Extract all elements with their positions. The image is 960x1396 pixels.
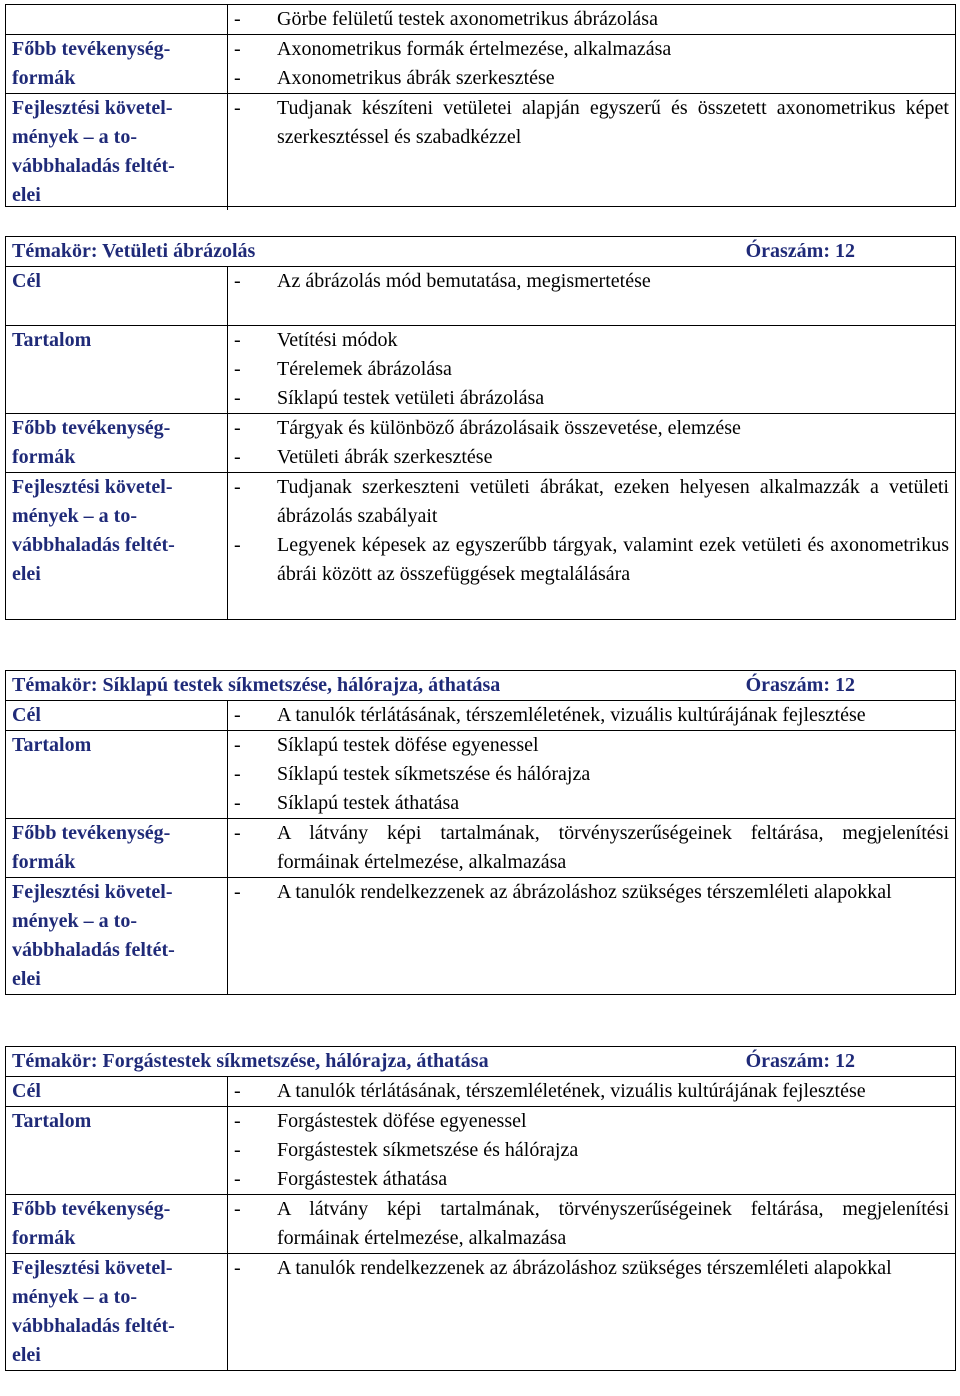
topic-header bbox=[6, 1047, 955, 1077]
activities-list bbox=[228, 35, 955, 93]
list-item: - Térelemek ábrázolása bbox=[234, 358, 452, 380]
activities-list bbox=[228, 819, 955, 877]
list-item: - Az ábrázolás mód bemutatása, megismertetése bbox=[234, 270, 651, 292]
requirements-label: Fejlesztési követel- mények – a to- vábbhaladás feltét- elei bbox=[6, 94, 228, 210]
goal-list bbox=[228, 701, 955, 730]
list-item: - Legyenek képesek az egyszerűbb tárgyak, valamint ezek vetületi és axonometrikus ábrái között az összefüggések megtalálására bbox=[234, 534, 949, 585]
list-item: - A tanulók térlátásának, térszemléletének, vizuális kultúrájának fejlesztése bbox=[234, 704, 866, 726]
topic-header bbox=[6, 671, 955, 701]
list-item: - Vetítési módok bbox=[234, 329, 398, 351]
activities-label: Főbb tevékenység- formák bbox=[6, 1195, 228, 1253]
requirements-list bbox=[228, 94, 955, 210]
list-item: - Axonometrikus formák értelmezése, alkalmazása bbox=[234, 38, 672, 60]
list-item: - A tanulók rendelkezzenek az ábrázoláshoz szükséges térszemléleti alapokkal bbox=[234, 881, 892, 903]
requirements-list bbox=[228, 878, 955, 994]
hours-label: Óraszám: 12 bbox=[745, 1050, 855, 1072]
activities-label: Főbb tevékenység- formák bbox=[6, 414, 228, 472]
content-label: Tartalom bbox=[6, 326, 228, 413]
goal-list bbox=[228, 267, 955, 325]
list-item: - Tudjanak szerkeszteni vetületi ábrákat, ezeken helyesen alkalmazzák a vetületi ábrázolás szabályait bbox=[234, 476, 949, 527]
requirements-label: Fejlesztési követel- mények – a to- vábbhaladás feltét- elei bbox=[6, 473, 228, 619]
topic-title: Témakör: Vetületi ábrázolás bbox=[12, 240, 256, 262]
requirements-label: Fejlesztési követel- mények – a to- vábbhaladás feltét- elei bbox=[6, 878, 228, 994]
list-item: - Síklapú testek áthatása bbox=[234, 792, 460, 814]
topic-title: Témakör: Forgástestek síkmetszése, hálórajza, áthatása bbox=[12, 1050, 489, 1072]
content-list bbox=[228, 326, 955, 413]
list-item: - Forgástestek döfése egyenessel bbox=[234, 1110, 527, 1132]
list-item: - A tanulók térlátásának, térszemléletének, vizuális kultúrájának fejlesztése bbox=[234, 1080, 866, 1102]
requirements-list bbox=[228, 1254, 955, 1370]
hours-label: Óraszám: 12 bbox=[745, 674, 855, 696]
requirements-list bbox=[228, 473, 955, 619]
hours-label: Óraszám: 12 bbox=[745, 240, 855, 262]
activities-list bbox=[228, 1195, 955, 1253]
content-list bbox=[228, 5, 955, 34]
topic-table-siklapu bbox=[5, 670, 956, 995]
goal-label: Cél bbox=[6, 1077, 228, 1106]
table-continued bbox=[5, 4, 956, 207]
list-item: - Axonometrikus ábrák szerkesztése bbox=[234, 67, 555, 89]
content-list bbox=[228, 731, 955, 818]
topic-header bbox=[6, 237, 955, 267]
content-list bbox=[228, 1107, 955, 1194]
list-item: - Görbe felületű testek axonometrikus ábrázolása bbox=[234, 8, 658, 30]
activities-label: Főbb tevékenység- formák bbox=[6, 819, 228, 877]
content-label: Tartalom bbox=[6, 731, 228, 818]
topic-table-forgastestek bbox=[5, 1046, 956, 1371]
activities-list bbox=[228, 414, 955, 472]
list-item: - Forgástestek áthatása bbox=[234, 1168, 448, 1190]
list-item: - Tárgyak és különböző ábrázolásaik összevetése, elemzése bbox=[234, 417, 741, 439]
goal-label: Cél bbox=[6, 701, 228, 730]
list-item: - Síklapú testek síkmetszése és hálórajza bbox=[234, 763, 591, 785]
goal-list bbox=[228, 1077, 955, 1106]
list-item: - Síklapú testek döfése egyenessel bbox=[234, 734, 539, 756]
list-item: - A tanulók rendelkezzenek az ábrázoláshoz szükséges térszemléleti alapokkal bbox=[234, 1257, 892, 1279]
content-label: Tartalom bbox=[6, 1107, 228, 1194]
activities-label: Főbb tevékenység- formák bbox=[6, 35, 228, 93]
list-item: - Tudjanak készíteni vetületei alapján egyszerű és összetett axonometrikus képet szerkesztéssel és szabadkézzel bbox=[234, 97, 949, 148]
list-item: - Forgástestek síkmetszése és hálórajza bbox=[234, 1139, 579, 1161]
list-item: - Síklapú testek vetületi ábrázolása bbox=[234, 387, 545, 409]
list-item: - A látvány képi tartalmának, törvényszerűségeinek feltárása, megjelenítési formáinak értelmezése, alkalmazása bbox=[234, 822, 949, 873]
list-item: - A látvány képi tartalmának, törvényszerűségeinek feltárása, megjelenítési formáinak értelmezése, alkalmazása bbox=[234, 1198, 949, 1249]
list-item: - Vetületi ábrák szerkesztése bbox=[234, 446, 493, 468]
topic-table-vetuleti bbox=[5, 236, 956, 620]
requirements-label: Fejlesztési követel- mények – a to- vábbhaladás feltét- elei bbox=[6, 1254, 228, 1370]
topic-title: Témakör: Síklapú testek síkmetszése, hálórajza, áthatása bbox=[12, 674, 501, 696]
goal-label: Cél bbox=[6, 267, 228, 325]
